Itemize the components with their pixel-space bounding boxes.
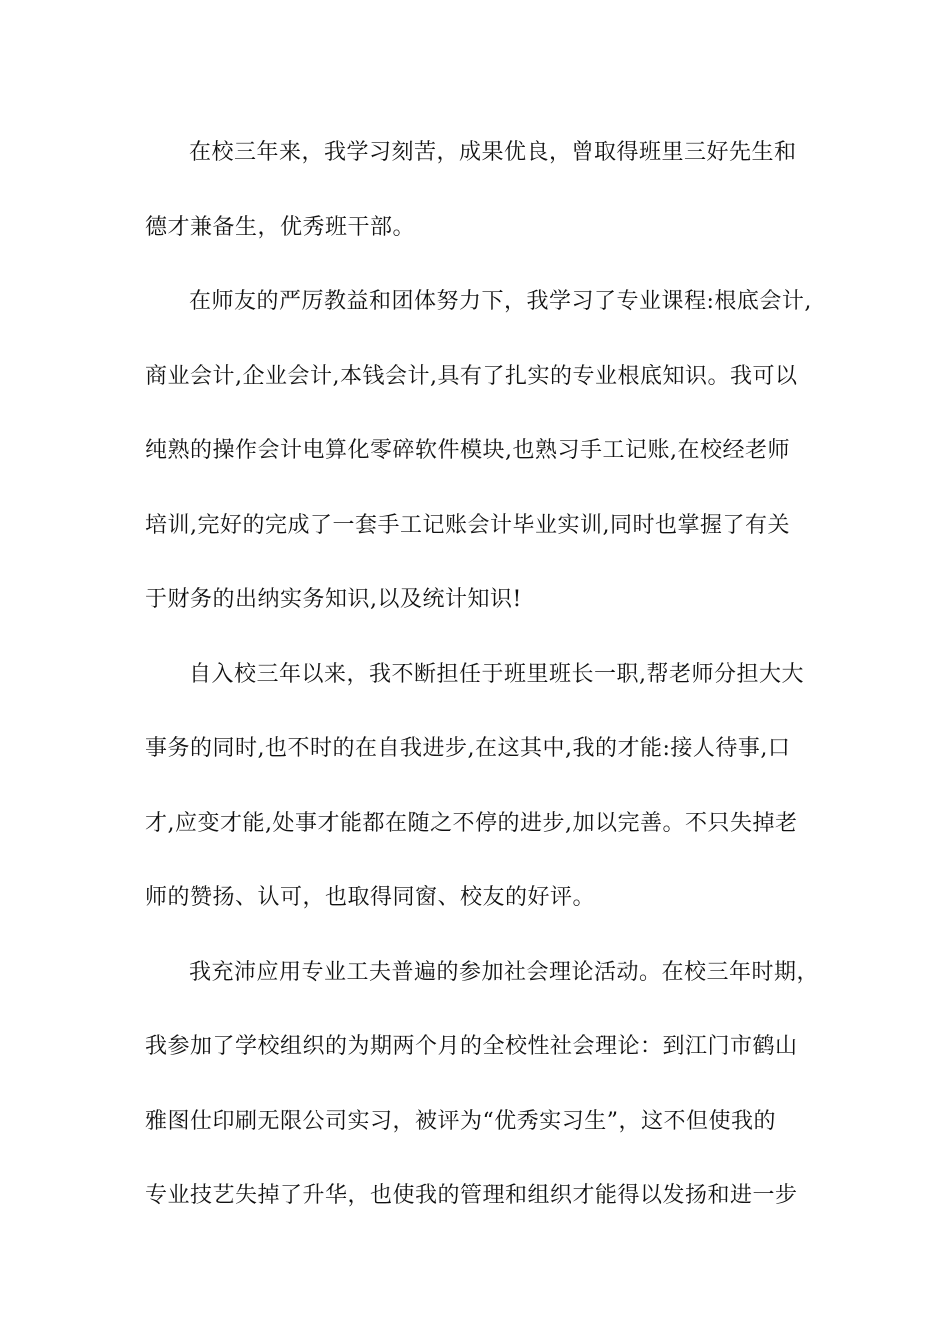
paragraph-line: 我参加了学校组织的为期两个月的全校性社会理论：到江门市鹤山 — [145, 1034, 798, 1059]
paragraph-line: 在师友的严厉教益和团体努力下，我学习了专业课程:根底会计, — [189, 289, 812, 314]
paragraph-line: 事务的同时,也不时的在自我进步,在这其中,我的才能:接人待事,口 — [145, 736, 791, 761]
paragraph-line: 专业技艺失掉了升华，也使我的管理和组织才能得以发扬和进一步 — [145, 1183, 798, 1208]
paragraph-line: 培训,完好的完成了一套手工记账会计毕业实训,同时也掌握了有关 — [145, 512, 790, 538]
paragraph-line: 我充沛应用专业工夫普遍的参加社会理论活动。在校三年时期， — [189, 959, 820, 985]
paragraph-line: 商业会计,企业会计,本钱会计,具有了扎实的专业根底知识。我可以 — [145, 363, 798, 389]
paragraph-line: 在校三年来，我学习刻苦，成果优良，曾取得班里三好先生和 — [189, 140, 797, 165]
document-body — [145, 128, 820, 1246]
paragraph-line: 于财务的出纳实务知识,以及统计知识! — [145, 587, 522, 612]
paragraph-line: 德才兼备生，优秀班干部。 — [145, 214, 416, 240]
paragraph-line: 才,应变才能,处事才能都在随之不停的进步,加以完善。不只失掉老 — [145, 810, 798, 836]
paragraph-line: 自入校三年以来，我不断担任于班里班长一职,帮老师分担大大 — [189, 661, 804, 687]
paragraph-line: 雅图仕印刷无限公司实习，被评为“优秀实习生”，这不但使我的 — [145, 1108, 776, 1134]
paragraph-line: 师的赞扬、认可，也取得同窗、校友的好评。 — [145, 885, 596, 910]
paragraph-line: 纯熟的操作会计电算化零碎软件模块,也熟习手工记账,在校经老师 — [145, 438, 790, 463]
